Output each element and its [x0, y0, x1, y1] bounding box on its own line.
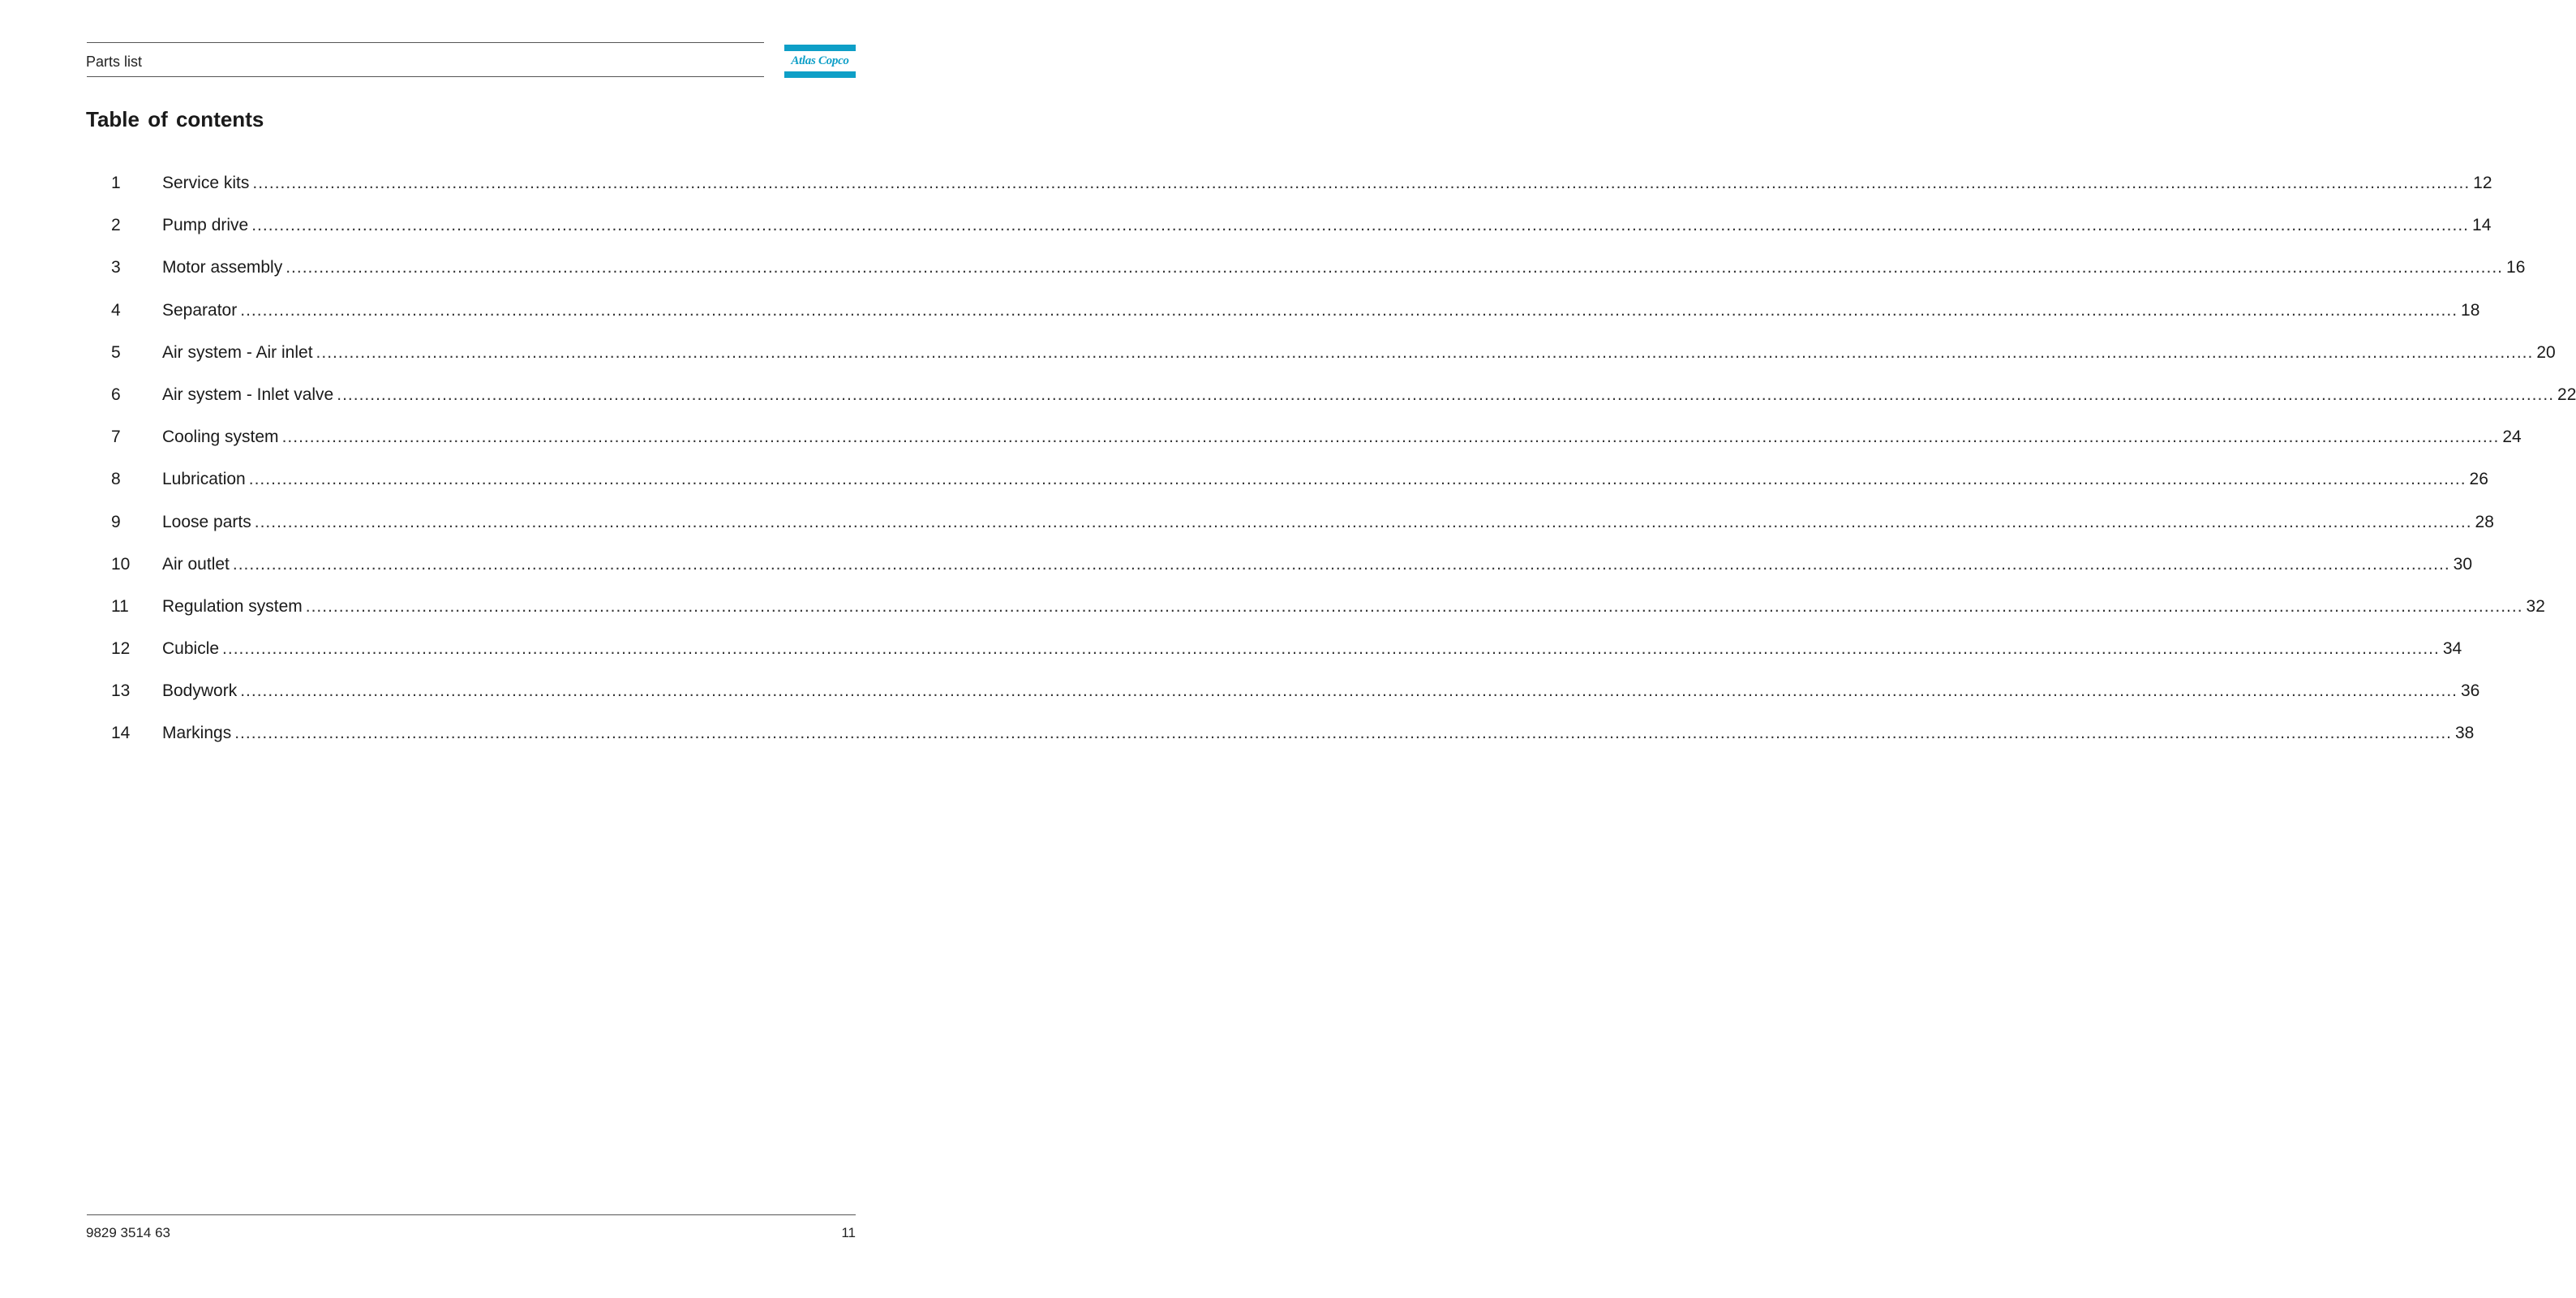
toc-entry-number: 14 — [111, 724, 131, 743]
toc-entry-page[interactable]: 24 — [2502, 428, 2522, 447]
toc-entry[interactable] — [0, 675, 2480, 717]
toc-entry-number: 13 — [111, 681, 131, 701]
toc-entry-number: 8 — [111, 470, 121, 489]
toc-entry-number: 12 — [111, 639, 131, 659]
toc-dot-leader: ................................................................................................................................................................................................................................................................................................................................................................................................................ — [316, 342, 2534, 362]
toc-entry-line — [162, 215, 2492, 236]
logo-bar-bottom — [784, 71, 856, 78]
toc-entry[interactable] — [0, 506, 2494, 548]
toc-entry[interactable] — [0, 548, 2473, 591]
toc-dot-leader: ................................................................................................................................................................................................................................................................................................................................................................................................................ — [248, 470, 2467, 489]
toc-entry-number: 2 — [111, 216, 121, 235]
toc-entry-number: 1 — [111, 174, 121, 192]
footer-page-number: 11 — [841, 1225, 856, 1240]
toc-entry-line — [162, 385, 2576, 406]
toc-dot-leader: ................................................................................................................................................................................................................................................................................................................................................................................................................ — [252, 174, 2471, 192]
toc-entry-number: 7 — [111, 428, 121, 447]
toc-entry[interactable] — [0, 209, 2492, 251]
toc-entry-line — [162, 638, 2462, 660]
toc-entry[interactable] — [0, 337, 2556, 379]
toc-entry-title[interactable]: Markings — [162, 724, 232, 743]
toc-entry-page[interactable]: 22 — [2557, 385, 2576, 404]
footer-document-number: 9829 3514 63 — [86, 1225, 170, 1240]
toc-entry-title[interactable]: Air system - Inlet valve — [162, 385, 334, 404]
toc-entry-line — [162, 512, 2494, 533]
toc-entry[interactable] — [0, 633, 2462, 675]
toc-entry-page[interactable]: 32 — [2526, 596, 2545, 616]
toc-entry-page[interactable]: 26 — [2469, 470, 2488, 489]
logo-text: Atlas Copco — [791, 54, 849, 67]
toc-dot-leader: ................................................................................................................................................................................................................................................................................................................................................................................................................ — [251, 216, 2470, 235]
toc-entry-line — [162, 469, 2488, 490]
atlas-copco-logo — [784, 45, 856, 78]
toc-entry[interactable] — [0, 463, 2488, 505]
toc-entry-number: 6 — [111, 385, 121, 404]
toc-dot-leader: ................................................................................................................................................................................................................................................................................................................................................................................................................ — [305, 596, 2523, 616]
toc-entry[interactable] — [0, 421, 2522, 463]
toc-entry-title[interactable]: Air outlet — [162, 554, 230, 574]
toc-entry-page[interactable]: 38 — [2455, 724, 2475, 743]
toc-entry-line — [162, 342, 2556, 363]
toc-entry-title[interactable]: Lubrication — [162, 470, 246, 489]
toc-entry[interactable] — [0, 167, 2492, 209]
toc-entry-title[interactable]: Bodywork — [162, 681, 238, 701]
toc-entry-page[interactable]: 12 — [2473, 174, 2492, 192]
toc-entry-page[interactable]: 20 — [2536, 342, 2556, 362]
toc-dot-leader: ................................................................................................................................................................................................................................................................................................................................................................................................................ — [222, 639, 2440, 659]
toc-entry-page[interactable]: 30 — [2453, 554, 2473, 574]
toc-entry-line — [162, 300, 2480, 321]
toc-dot-leader: ................................................................................................................................................................................................................................................................................................................................................................................................................ — [232, 554, 2450, 574]
toc-entry-page[interactable]: 14 — [2472, 216, 2492, 235]
toc-dot-leader: ................................................................................................................................................................................................................................................................................................................................................................................................................ — [254, 512, 2472, 531]
logo-bar-top — [784, 45, 856, 51]
toc-dot-leader: ................................................................................................................................................................................................................................................................................................................................................................................................................ — [286, 258, 2504, 277]
toc-entry-title[interactable]: Loose parts — [162, 512, 251, 531]
toc-entry[interactable] — [0, 591, 2545, 633]
table-of-contents — [0, 167, 2576, 760]
toc-entry-title[interactable]: Pump drive — [162, 216, 249, 235]
toc-entry-title[interactable]: Cubicle — [162, 639, 220, 659]
toc-entry[interactable] — [0, 251, 2526, 294]
toc-entry-line — [162, 173, 2492, 194]
toc-entry-page[interactable]: 34 — [2442, 639, 2462, 659]
toc-entry[interactable] — [0, 379, 2576, 421]
header-rule-top — [87, 42, 764, 43]
toc-entry-title[interactable]: Motor assembly — [162, 258, 283, 277]
toc-entry-page[interactable]: 28 — [2475, 512, 2494, 531]
toc-entry-line — [162, 427, 2522, 448]
header-rule-bottom — [87, 76, 764, 77]
toc-entry-page[interactable]: 18 — [2461, 300, 2480, 320]
toc-dot-leader: ................................................................................................................................................................................................................................................................................................................................................................................................................ — [281, 428, 2500, 447]
toc-entry-title[interactable]: Cooling system — [162, 428, 279, 447]
toc-entry-line — [162, 257, 2526, 278]
toc-entry-line — [162, 554, 2473, 575]
toc-entry-title[interactable]: Service kits — [162, 174, 250, 192]
toc-entry-line — [162, 723, 2475, 744]
toc-entry-line — [162, 596, 2545, 617]
toc-entry[interactable] — [0, 717, 2475, 759]
toc-entry[interactable] — [0, 294, 2480, 337]
toc-entry-page[interactable]: 16 — [2506, 258, 2526, 277]
page-title: Table of contents — [86, 107, 264, 131]
header-section-label: Parts list — [86, 54, 143, 70]
toc-entry-page[interactable]: 36 — [2461, 681, 2480, 701]
toc-dot-leader: ................................................................................................................................................................................................................................................................................................................................................................................................................ — [240, 300, 2458, 320]
toc-entry-title[interactable]: Air system - Air inlet — [162, 342, 313, 362]
toc-entry-number: 9 — [111, 512, 121, 531]
toc-entry-line — [162, 681, 2480, 702]
toc-entry-number: 5 — [111, 342, 121, 362]
footer-rule — [87, 1214, 856, 1215]
toc-dot-leader: ................................................................................................................................................................................................................................................................................................................................................................................................................ — [337, 385, 2555, 404]
toc-dot-leader: ................................................................................................................................................................................................................................................................................................................................................................................................................ — [234, 724, 2452, 743]
toc-entry-number: 11 — [111, 596, 129, 616]
toc-entry-title[interactable]: Separator — [162, 300, 238, 320]
toc-entry-title[interactable]: Regulation system — [162, 596, 303, 616]
toc-entry-number: 10 — [111, 554, 131, 574]
toc-entry-number: 3 — [111, 258, 121, 277]
toc-dot-leader: ................................................................................................................................................................................................................................................................................................................................................................................................................ — [240, 681, 2458, 701]
toc-entry-number: 4 — [111, 300, 121, 320]
